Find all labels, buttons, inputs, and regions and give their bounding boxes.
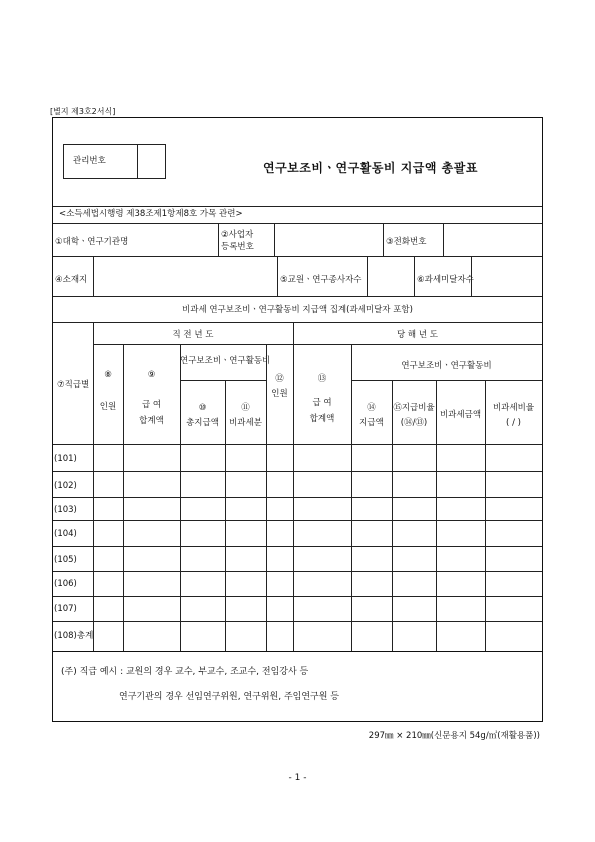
divider [218, 223, 219, 256]
divider [225, 380, 226, 651]
divider [93, 344, 542, 345]
row-label: (102) [54, 481, 77, 491]
nontaxable-staff-label: ⑥과세미달자수 [417, 275, 474, 285]
divider [485, 380, 486, 651]
divider [414, 256, 415, 296]
research-header-curr: 연구보조비ㆍ연구활동비 [401, 361, 492, 371]
col-10-label: 총지급액 [186, 418, 219, 428]
col-16-label: 비과세금액 [439, 410, 482, 420]
divider [53, 256, 542, 257]
address-label: ④소재지 [55, 275, 88, 285]
col-14-label: 지급액 [359, 418, 384, 428]
col-12-num: ⑫ [275, 374, 284, 384]
form-number: [별지 제3호2서식] [50, 107, 116, 116]
col-15-l2: (⑭/⑬) [400, 418, 428, 428]
divider [383, 223, 384, 256]
divider [93, 256, 94, 296]
divider [53, 223, 542, 224]
divider [53, 322, 542, 323]
divider [277, 256, 278, 296]
divider [436, 380, 437, 651]
col-14-num: ⑭ [367, 403, 376, 413]
col-11-num: ⑪ [241, 403, 250, 413]
col-17-l2: ( / ) [506, 418, 521, 428]
row-label: (108)총계 [54, 631, 94, 641]
note-line-1: (주) 직급 예시 : 교원의 경우 교수, 부교수, 조교수, 전임강사 등 [61, 667, 309, 677]
phone-label: ③전화번호 [386, 237, 427, 247]
col-10-num: ⑩ [198, 403, 207, 413]
bizno-label-2: 등록번호 [221, 242, 254, 252]
divider [293, 322, 294, 651]
row-label: (106) [54, 579, 77, 589]
page-title: 연구보조비ㆍ연구활동비 지급액 총괄표 [263, 161, 478, 175]
divider [443, 223, 444, 256]
col-8-label: 인원 [99, 402, 117, 412]
col-8-num: ⑧ [104, 370, 112, 380]
paper-size-note: 297㎜ × 210㎜(신문용지 54g/㎡(재활용품)) [368, 731, 540, 741]
col-12-label: 인원 [271, 389, 288, 399]
col-9-num: ⑨ [147, 370, 156, 380]
summary-title: 비과세 연구보조비ㆍ연구활동비 지급액 집계(과세미달자 포함) [182, 305, 413, 315]
research-header-prev: 연구보조비ㆍ연구활동비 [180, 356, 271, 366]
divider [53, 444, 542, 445]
divider [392, 380, 393, 651]
institution-name-label: ①대학ㆍ연구기관명 [55, 237, 129, 247]
bizno-label-1: ②사업자 [221, 230, 254, 240]
prev-year-header: 직 전 년 도 [172, 330, 214, 340]
staff-count-label: ⑤교원ㆍ연구종사자수 [280, 275, 362, 285]
row-label: (107) [54, 604, 77, 614]
col-15-l1: ⑮지급비율 [393, 403, 435, 413]
page-number: - 1 - [288, 773, 307, 783]
divider [93, 322, 94, 651]
divider [53, 596, 542, 597]
divider [53, 206, 542, 207]
col-13-num: ⑬ [317, 374, 327, 384]
row-label: (101) [54, 454, 77, 464]
divider [53, 621, 542, 622]
divider [351, 380, 542, 381]
divider [180, 380, 266, 381]
legal-basis: <소득세법시행령 제38조제1항제8호 가목 관련> [59, 209, 243, 219]
row-label: (103) [54, 505, 77, 515]
row-label: (105) [54, 555, 77, 565]
col-9-l1: 급 여 [141, 400, 162, 410]
divider [53, 497, 542, 498]
col-13-l1: 급 여 [312, 398, 332, 408]
col-9-l2: 합계액 [139, 416, 164, 426]
col-17-l1: 비과세비율 [492, 403, 535, 413]
divider [471, 256, 472, 296]
divider [53, 546, 542, 547]
divider [53, 471, 542, 472]
management-no-value-box[interactable] [137, 144, 166, 179]
form-frame [52, 117, 543, 722]
divider [53, 296, 542, 297]
divider [53, 651, 542, 652]
management-no-label: 관리번호 [73, 156, 106, 166]
col-13-l2: 합계액 [309, 414, 335, 424]
grade-header: ⑦직급별 [57, 380, 90, 390]
note-line-2: 연구기관의 경우 선임연구위원, 연구위원, 주임연구원 등 [119, 692, 339, 702]
divider [274, 223, 275, 256]
col-11-label: 비과세분 [229, 418, 262, 428]
row-label: (104) [54, 529, 77, 539]
divider [53, 520, 542, 521]
divider [53, 571, 542, 572]
curr-year-header: 당 해 년 도 [397, 330, 438, 340]
divider [367, 256, 368, 296]
